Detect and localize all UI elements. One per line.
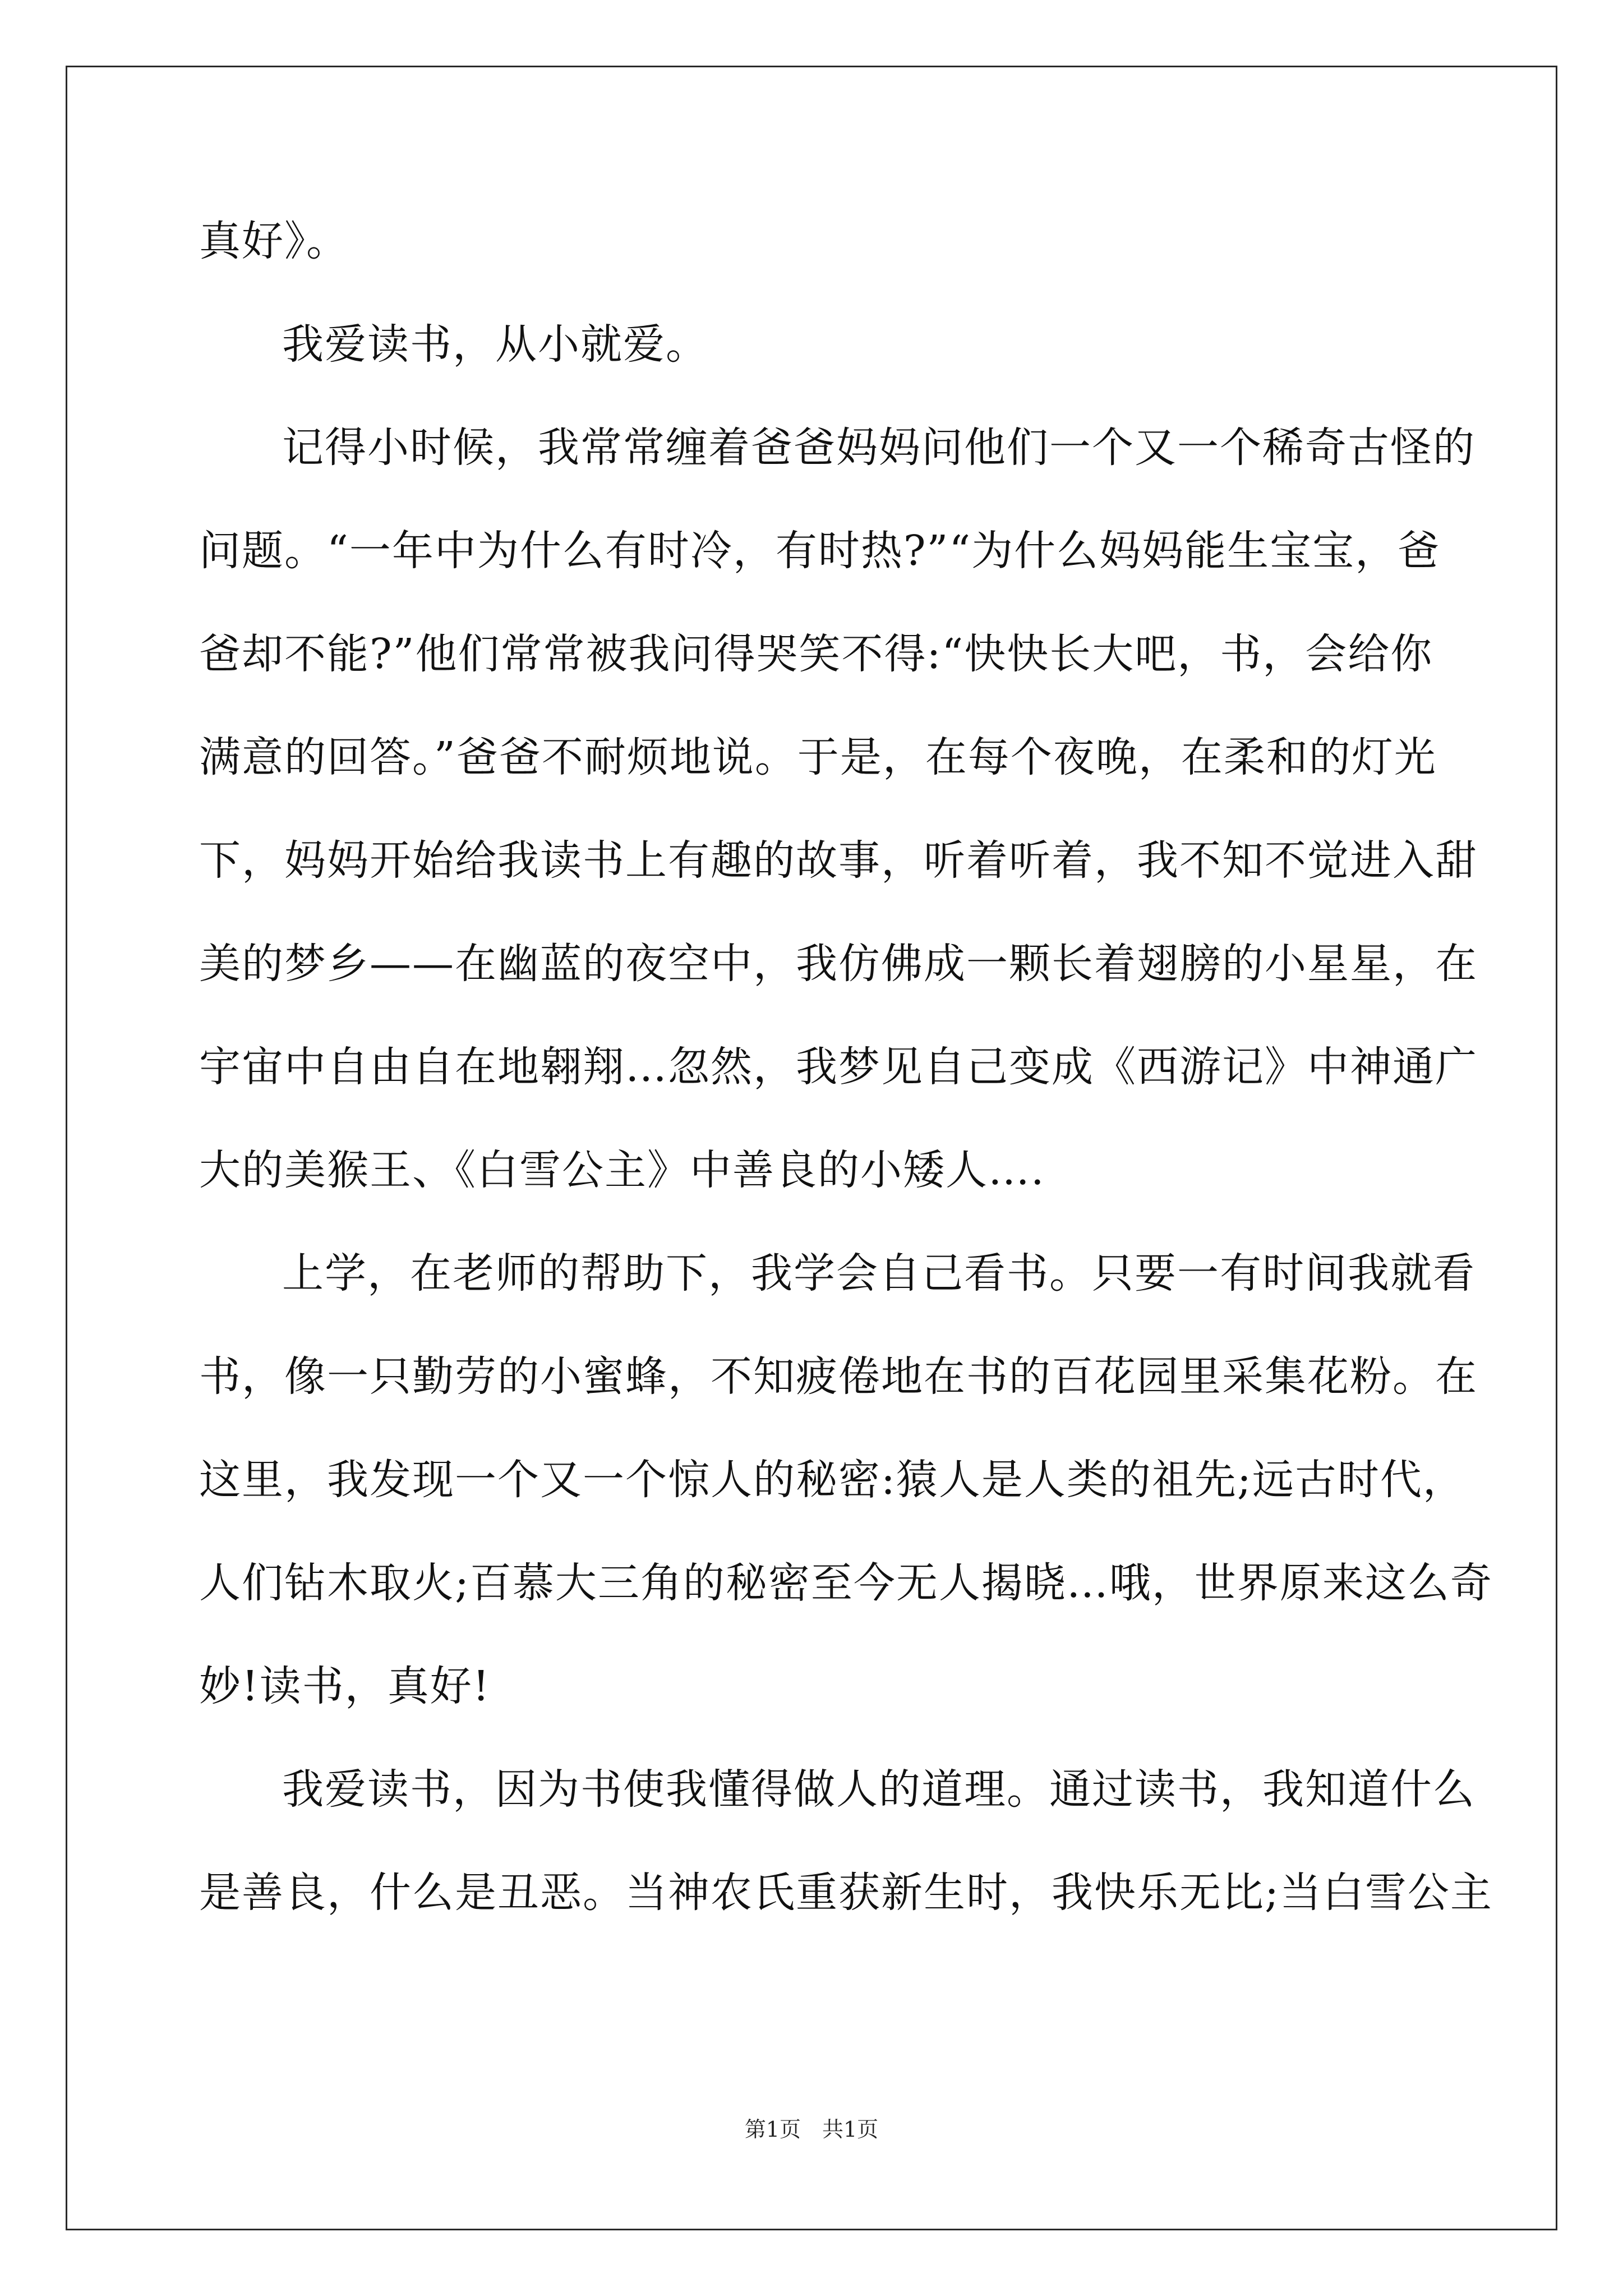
text-line: 我爱读书，从小就爱。	[282, 320, 708, 369]
text-line: 我爱读书，因为书使我懂得做人的道理。通过读书，我知道什么	[282, 1765, 1476, 1814]
page-number: 第1页 共1页	[744, 2117, 879, 2142]
text-line: 妙!读书，真好!	[199, 1662, 491, 1710]
text-line: 大的美猴王、《白雪公主》中善良的小矮人….	[199, 1146, 1045, 1194]
text-line: 真好》。	[199, 217, 349, 265]
text-line: 美的梦乡——在幽蓝的夜空中，我仿佛成一颗长着翅膀的小星星，在	[199, 940, 1478, 988]
text-line: 上学，在老师的帮助下，我学会自己看书。只要一有时间我就看	[282, 1249, 1476, 1297]
text-line: 书，像一只勤劳的小蜜蜂，不知疲倦地在书的百花园里采集花粉。在	[199, 1352, 1478, 1401]
text-line: 记得小时候，我常常缠着爸爸妈妈问他们一个又一个稀奇古怪的	[282, 424, 1476, 472]
text-line: 下，妈妈开始给我读书上有趣的故事，听着听着，我不知不觉进入甜	[199, 836, 1478, 885]
text-line: 满意的回答。”爸爸不耐烦地说。于是，在每个夜晚，在柔和的灯光	[199, 733, 1437, 781]
text-line: 问题。“一年中为什么有时冷，有时热?”“为什么妈妈能生宝宝，爸	[199, 527, 1441, 575]
text-line: 是善良，什么是丑恶。当神农氏重获新生时，我快乐无比;当白雪公主	[199, 1869, 1493, 1917]
text-line: 宇宙中自由自在地翱翔…忽然，我梦见自己变成《西游记》中神通广	[199, 1043, 1478, 1091]
text-line: 这里，我发现一个又一个惊人的秘密:猿人是人类的祖先;远古时代，	[199, 1456, 1465, 1504]
text-line: 爸却不能?”他们常常被我问得哭笑不得:“快快长大吧，书，会给你	[199, 630, 1433, 678]
text-line: 人们钻木取火;百慕大三角的秘密至今无人揭晓…哦，世界原来这么奇	[199, 1559, 1493, 1607]
